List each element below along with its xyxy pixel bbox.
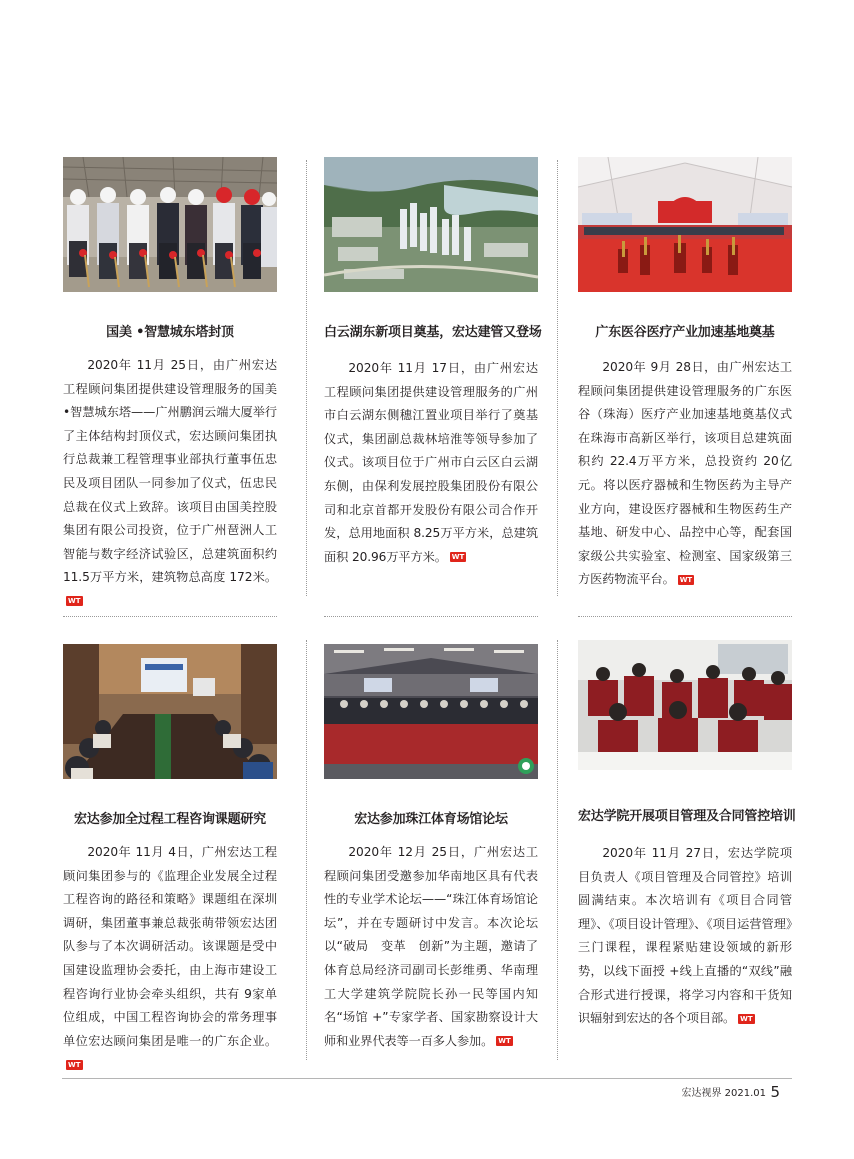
- row-divider: [324, 616, 538, 617]
- column-divider: [306, 160, 307, 596]
- aerial-rendering-photo: [324, 157, 538, 292]
- forum-hall-photo: [324, 644, 538, 779]
- end-mark: WT: [68, 1060, 81, 1069]
- end-mark: WT: [68, 597, 81, 606]
- article-title: 国美 •智慧城东塔封顶: [106, 325, 234, 340]
- row-divider: [63, 616, 277, 617]
- row-divider: [578, 616, 792, 617]
- article-title: 白云湖东新项目奠基，宏达建管又登场: [324, 325, 542, 340]
- article-body: 2020年 11月 25日，由广州宏达工程顾问集团提供建设管理服务的国美 •智慧城东塔——广州鹏润云端大厦举行了主体结构封顶仪式，宏达顾问集团执行总裁兼工程管理事业部执行董事伍忠民及项目团队一同参加了仪式，伍忠民总裁在仪式上致辞。该项目由国美控股集团有限公司投资，位于广州琶洲人工智能与数字经济试验区，总建筑面积约 11.5万平方米，建筑物总高度 172米。WT: [63, 358, 277, 606]
- end-mark: WT: [498, 1037, 511, 1046]
- article-body: 2020年 9月 28日，由广州宏达工程顾问集团提供建设管理服务的广东医谷（珠海）医疗产业加速基地奠基仪式在珠海市高新区举行，该项目总建筑面积约 22.4万平方米，总投资约 20亿元。将以医疗器械和生物医药为主导产业方向，建设医疗器械和生物医药生产基地、研发中心、品控中心等，配套国家级公共实验室、检测室、国家级第三方医药物流平台。 WT: [578, 360, 792, 587]
- article-body: 2020年 11月 4日，广州宏达工程顾问集团参与的《监理企业发展全过程工程咨询的路径和策略》课题组在深圳调研，集团董事兼总裁张萌带领宏达团队参与了本次调研活动。该课题是受中国建设监理协会委托，由上海市建设工程咨询行业协会牵头组织，共有 9家单位组成，中国工程咨询协会的常务理事单位宏达顾问集团是唯一的广东企业。WT: [63, 845, 277, 1069]
- article-body: 2020年 12月 25日，广州宏达工程顾问集团受邀参加华南地区具有代表性的专业学术论坛——“珠江体育场馆论坛”，并在专题研讨中发言。本次论坛以“破局 变革 创新”为主题，邀请了体育总局经济司副司长彭维勇、华南理工大学建筑学院院长孙一民等国内知名“场馆 +”专家学者、国家勘察设计大师和业界代表等一百多人参加。 WT: [324, 845, 538, 1048]
- column-divider: [306, 640, 307, 1060]
- groundbreaking-ceremony-photo: [63, 157, 277, 292]
- article-title: 宏达学院开展项目管理及合同管控培训: [578, 809, 796, 824]
- foundation-ceremony-photo: [578, 157, 792, 292]
- article-title: 宏达参加全过程工程咨询课题研究: [73, 812, 266, 827]
- article-body: 2020年 11月 17日，由广州宏达工程顾问集团提供建设管理服务的广州市白云湖东侧穗江置业项目举行了奠基仪式，集团副总裁林培淮等领导参加了仪式。该项目位于广州市白云区白云湖东侧，由保利发展控股集团股份有限公司和北京首都开发股份有限公司合作开发，总用地面积 8.25万平方米，总建筑面积 20.96万平方米。 WT: [324, 361, 538, 564]
- column-divider: [557, 640, 558, 1060]
- page-number: 5: [770, 1083, 780, 1101]
- article-body: 2020年 11月 27日，宏达学院项目负责人《项目管理及合同管控》培训圆满结束。本次培训有《项目合同管理》、《项目设计管理》、《项目运营管理》三门课程，课程紧贴建设领域的新形势，以线下面授 +线上直播的“双线”融合形式进行授课，将学习内容和干货知识辐射到宏达的各个项目部。 WT: [578, 846, 792, 1026]
- end-mark: WT: [679, 575, 693, 584]
- article-title: 宏达参加珠江体育场馆论坛: [354, 812, 508, 827]
- end-mark: WT: [451, 553, 465, 562]
- meeting-room-photo: [63, 644, 277, 779]
- training-class-photo: [578, 640, 792, 770]
- footer-rule: [62, 1078, 792, 1079]
- footer-issue: 宏达视界 2021.01: [681, 1088, 766, 1099]
- column-divider: [557, 160, 558, 596]
- end-mark: WT: [740, 1014, 753, 1023]
- article-title: 广东医谷医疗产业加速基地奠基: [595, 325, 775, 340]
